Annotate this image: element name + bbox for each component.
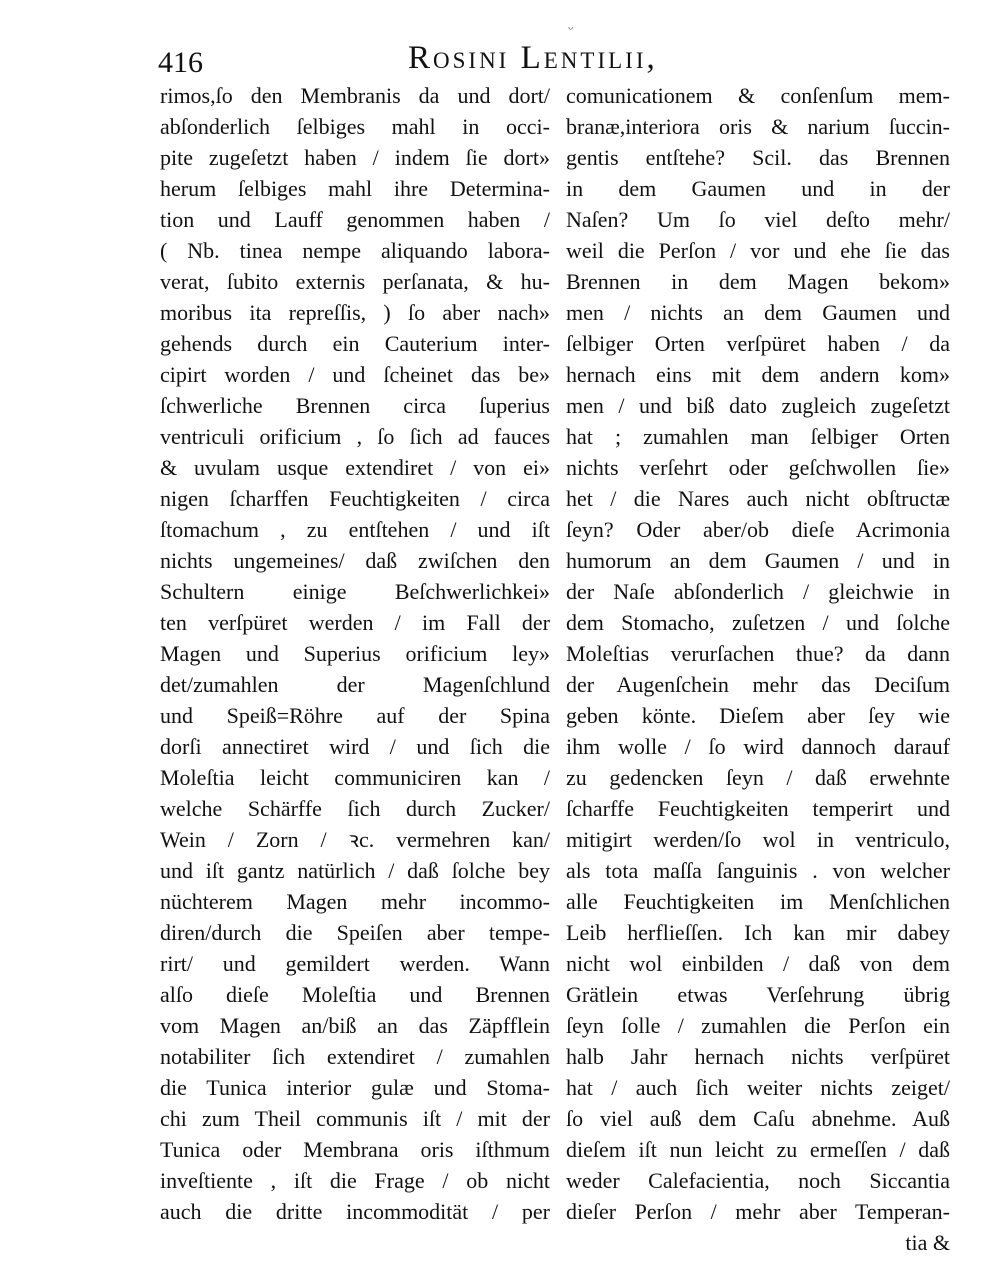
text-line: verat, ſubito externis perſanata, & hu- [160,269,550,294]
text-line: diren/durch die Speiſen aber tempe- [160,920,550,945]
text-line: ſelbiger Orten verſpüret haben / da [566,331,950,356]
text-line: ventriculi orificium , ſo ſich ad fauces [160,424,550,449]
text-line: Leib herflieſſen. Ich kan mir dabey [566,920,950,945]
text-line: Naſen? Um ſo viel deſto mehr/ [566,207,950,232]
text-line: ſeyn? Oder aber/ob dieſe Acrimonia [566,517,950,542]
text-line: vom Magen an/biß an das Zäpfflein [160,1013,550,1038]
text-line: als tota maſſa ſanguinis . von welcher [566,858,950,883]
text-line: ſcharffe Feuchtigkeiten temperirt und [566,796,950,821]
text-line: alſo dieſe Moleſtia und Brennen [160,982,550,1007]
text-line: ſtomachum , zu entſtehen / und iſt [160,517,550,542]
text-line: cipirt worden / und ſcheinet das be» [160,362,550,387]
text-line: abſonderlich ſelbiges mahl in occi- [160,114,550,139]
text-line: hernach eins mit dem andern kom» [566,362,950,387]
text-line: nüchterem Magen mehr incommo- [160,889,550,914]
text-line: weder Calefacientia, noch Siccantia [566,1168,950,1193]
text-line: pite zugeſetzt haben / indem ſie dort» [160,145,550,170]
text-line: herum ſelbiges mahl ihre Determina- [160,176,550,201]
text-line: dieſem iſt nun leicht zu ermeſſen / daß [566,1137,950,1162]
text-line: dieſer Perſon / mehr aber Temperan- [566,1199,950,1224]
text-line: nichts verſehrt oder geſchwollen ſie» [566,455,950,480]
text-line: zu gedencken ſeyn / daß erwehnte [566,765,950,790]
text-line: und iſt gantz natürlich / daß ſolche bey [160,858,550,883]
text-line: Moleſtia leicht communiciren kan / [160,765,550,790]
text-line: geben könte. Dieſem aber ſey wie [566,703,950,728]
left-text-column [160,80,550,1227]
text-line: in dem Gaumen und in der [566,176,950,201]
text-line: der Augenſchein mehr das Deciſum [566,672,950,697]
text-line: die Tunica interior gulæ und Stoma- [160,1075,550,1100]
text-line: men / nichts an dem Gaumen und [566,300,950,325]
text-line: het / die Nares auch nicht obſtructæ [566,486,950,511]
text-line: halb Jahr hernach nichts verſpüret [566,1044,950,1069]
text-line: und Speiß=Röhre auf der Spina [160,703,550,728]
text-line: dorſi annectiret wird / und ſich die [160,734,550,759]
right-text-column [566,80,950,1258]
text-line: Brennen in dem Magen bekom» [566,269,950,294]
text-line: ihm wolle / ſo wird dannoch darauf [566,734,950,759]
text-line: men / und biß dato zugleich zugeſetzt [566,393,950,418]
ink-mark: ᵕ [568,22,574,38]
text-line: Grätlein etwas Verſehrung übrig [566,982,950,1007]
text-line: auch die dritte incommodität / per [160,1199,550,1224]
text-line: mitigirt werden/ſo wol in ventriculo, [566,827,950,852]
text-line: Schultern einige Beſchwerlichkei» [160,579,550,604]
text-line: chi zum Theil communis iſt / mit der [160,1106,550,1131]
text-line: alle Feuchtigkeiten im Menſchlichen [566,889,950,914]
text-line: moribus ita repreſſis, ) ſo aber nach» [160,300,550,325]
text-line: tia & [905,1230,950,1255]
text-line: nigen ſcharffen Feuchtigkeiten / circa [160,486,550,511]
text-line: inveſtiente , iſt die Frage / ob nicht [160,1168,550,1193]
text-line: tion und Lauff genommen haben / [160,207,550,232]
text-line: Tunica oder Membrana oris iſthmum [160,1137,550,1162]
text-line: Wein / Zorn / ꝛc. vermehren kan/ [160,827,550,852]
page-number: 416 [158,46,203,79]
text-line: dem Stomacho, zuſetzen / und ſolche [566,610,950,635]
text-line: Moleſtias verurſachen thue? da dann [566,641,950,666]
text-line: nicht wol einbilden / daß von dem [566,951,950,976]
text-line: rirt/ und gemildert werden. Wann [160,951,550,976]
text-line: Magen und Superius orificium ley» [160,641,550,666]
text-line: ten verſpüret werden / im Fall der [160,610,550,635]
text-line: branæ,interiora oris & narium ſuccin- [566,114,950,139]
text-line: hat / auch ſich weiter nichts zeiget/ [566,1075,950,1100]
text-line: det/zumahlen der Magenſchlund [160,672,550,697]
text-line: rimos,ſo den Membranis da und dort/ [160,83,550,108]
text-line: ( Nb. tinea nempe aliquando labora- [160,238,550,263]
text-line: & uvulam usque extendiret / von ei» [160,455,550,480]
text-line: der Naſe abſonderlich / gleichwie in [566,579,950,604]
text-line: weil die Perſon / vor und ehe ſie das [566,238,950,263]
text-line: comunicationem & conſenſum mem- [566,83,950,108]
text-line: notabiliter ſich extendiret / zumahlen [160,1044,550,1069]
text-line: gehends durch ein Cauterium inter- [160,331,550,356]
text-line: ſchwerliche Brennen circa ſuperius [160,393,550,418]
text-line: gentis entſtehe? Scil. das Brennen [566,145,950,170]
running-head: Rosini Lentilii, [408,40,658,76]
text-line: nichts ungemeines/ daß zwiſchen den [160,548,550,573]
text-line: hat ; zumahlen man ſelbiger Orten [566,424,950,449]
text-line: ſo viel auß dem Caſu abnehme. Auß [566,1106,950,1131]
text-line: humorum an dem Gaumen / und in [566,548,950,573]
text-line: ſeyn ſolle / zumahlen die Perſon ein [566,1013,950,1038]
text-line: welche Schärffe ſich durch Zucker/ [160,796,550,821]
